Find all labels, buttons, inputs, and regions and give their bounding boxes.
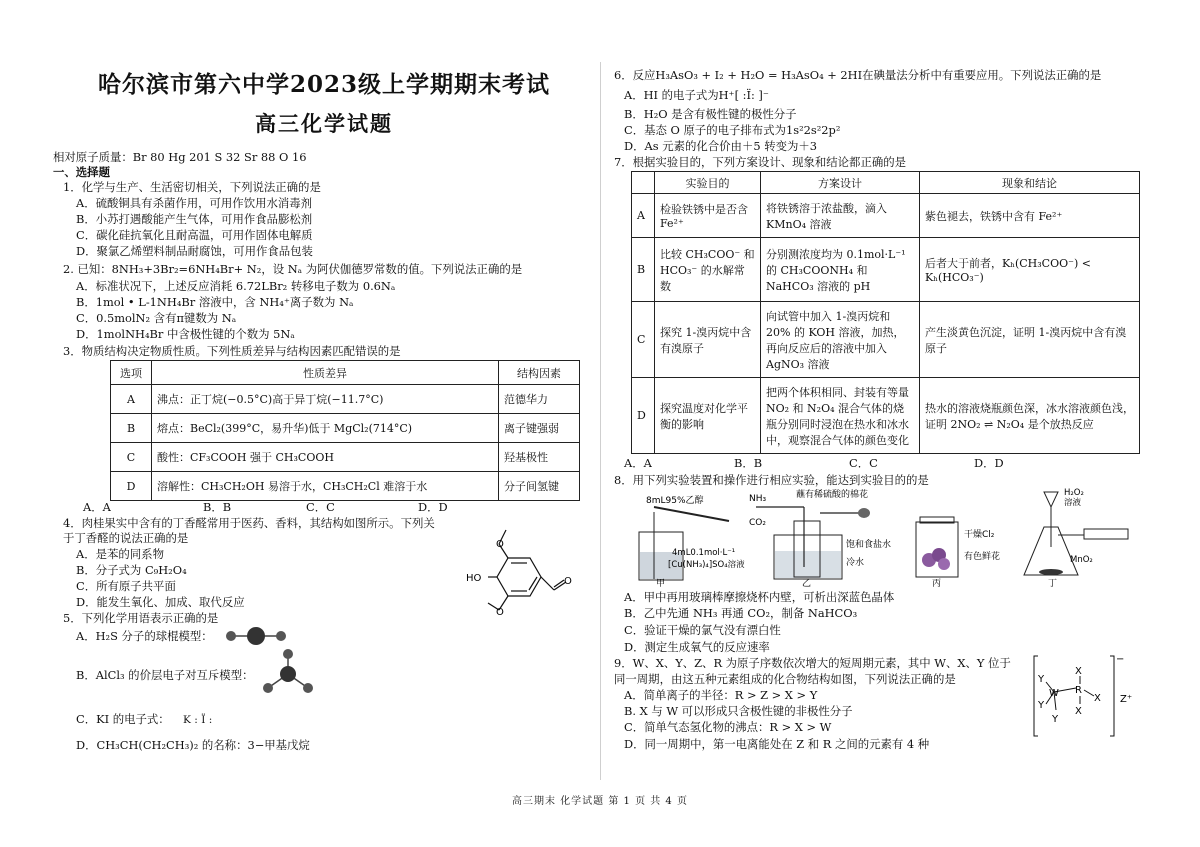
svg-text:O: O: [496, 539, 504, 550]
section-heading: 一、选择题: [53, 165, 110, 179]
svg-text:O: O: [496, 607, 504, 618]
apparatus-yi: [749, 488, 891, 587]
page-footer: 高三期末 化学试题 第 1 页 共 4 页: [512, 796, 688, 807]
alcl3-vsepr-model: [258, 648, 318, 700]
svg-text:CO₂: CO₂: [749, 518, 766, 528]
exam-title: 哈尔滨市第六中学2023级上学期期末考试: [97, 71, 550, 98]
svg-text:蘸有稀硫酸的棉花: 蘸有稀硫酸的棉花: [796, 490, 869, 500]
svg-text:X: X: [1075, 706, 1082, 717]
atomic-masses: 相对原子质量：Br 80 Hg 201 S 32 Sr 88 O 16: [53, 150, 307, 164]
apparatus-ding: [1024, 488, 1128, 587]
svg-text:8mL95%乙醇: 8mL95%乙醇: [646, 496, 704, 506]
svg-text:Y: Y: [1038, 700, 1045, 711]
apparatus-jia: [639, 494, 745, 587]
svg-text:H₂O₂: H₂O₂: [1064, 488, 1084, 498]
q9-structure: [1024, 652, 1139, 740]
svg-text:饱和食盐水: 饱和食盐水: [846, 540, 892, 550]
ho-label: HO: [466, 573, 482, 584]
svg-text:丁: 丁: [1048, 579, 1058, 587]
syringaldehyde-structure: [458, 520, 583, 620]
svg-text:丙: 丙: [932, 579, 942, 587]
svg-text:Z⁺: Z⁺: [1120, 694, 1133, 705]
svg-text:MnO₂: MnO₂: [1070, 555, 1093, 565]
h2s-ball-model: [223, 624, 293, 648]
svg-text:X: X: [1075, 666, 1082, 677]
svg-text:甲: 甲: [656, 579, 666, 587]
apparatus-bing: [916, 517, 1000, 587]
svg-text:Y: Y: [1052, 714, 1059, 725]
svg-text:干燥Cl₂: 干燥Cl₂: [964, 530, 995, 540]
svg-text:NH₃: NH₃: [749, 494, 767, 504]
svg-text:R: R: [1075, 685, 1082, 696]
svg-text:溶液: 溶液: [1064, 498, 1082, 508]
column-divider: [600, 62, 601, 780]
q8-apparatus: [624, 487, 1129, 587]
svg-text:X: X: [1094, 693, 1101, 704]
q7-table: 实验目的 方案设计 现象和结论 A 检验铁锈中是否含 Fe²⁺ 将铁锈溶于浓盐酸，滴入 KMnO₄ 溶液 紫色褪去，铁锈中含有 Fe²⁺ B 比较 CH₃COO⁻ 和 HCO₃⁻ 的水解常数 分别测浓度均为 0.1mol·L⁻¹ 的 CH₃COONH₄ 和 NaHCO₃ 溶液的 pH 后者大于前者，Kₕ(CH₃COO⁻) < Kₕ(HCO₃⁻) C 探究 1-溴丙烷中含有溴原子 向试管中加入 1-溴丙烷和 20% 的 KOH 溶液，加热，再向反应后的溶液中加入 AgNO₃ 溶液 产生淡黄色沉淀，证明 1-溴丙烷中含有溴原子 D 探究温度对化学平衡的影响 把两个体积相同、封装有等量 NO₂ 和 N₂O₄ 混合气体的烧瓶分别同时浸泡在热水和冰水中，观察混合气体的颜色变化 热水的溶液烧瓶颜色深，冰水溶液颜色浅，证明 2NO₂ ⇌ N₂O₄ 是个放热反应: [631, 171, 1140, 454]
svg-text:W: W: [1049, 688, 1059, 699]
ki-electron-formula: K : Ï :: [183, 714, 213, 726]
svg-text:冷水: 冷水: [846, 558, 865, 568]
q3-table: 选项 性质差异 结构因素 A 沸点：正丁烷(−0.5°C)高于异丁烷(−11.7°C) 范德华力 B 熔点：BeCl₂(399°C，易升华)低于 MgCl₂(714°C) 离子键强弱 C 酸性：CF₃COOH 强于 CH₃COOH 羟基极性 D 溶解性：CH₃CH₂OH 易溶于水，CH₃CH₂Cl 难溶于水 分子间氢键: [110, 360, 580, 501]
svg-text:有色鲜花: 有色鲜花: [964, 552, 1001, 562]
svg-text:4mL0.1mol·L⁻¹: 4mL0.1mol·L⁻¹: [672, 548, 736, 558]
svg-text:乙: 乙: [802, 579, 812, 587]
svg-text:[Cu(NH₃)₄]SO₄溶液: [Cu(NH₃)₄]SO₄溶液: [668, 560, 745, 570]
exam-subtitle: 高三化学试题: [255, 111, 393, 136]
svg-text:O: O: [564, 576, 572, 587]
svg-text:Y: Y: [1038, 674, 1045, 685]
svg-text:−: −: [1116, 654, 1125, 665]
